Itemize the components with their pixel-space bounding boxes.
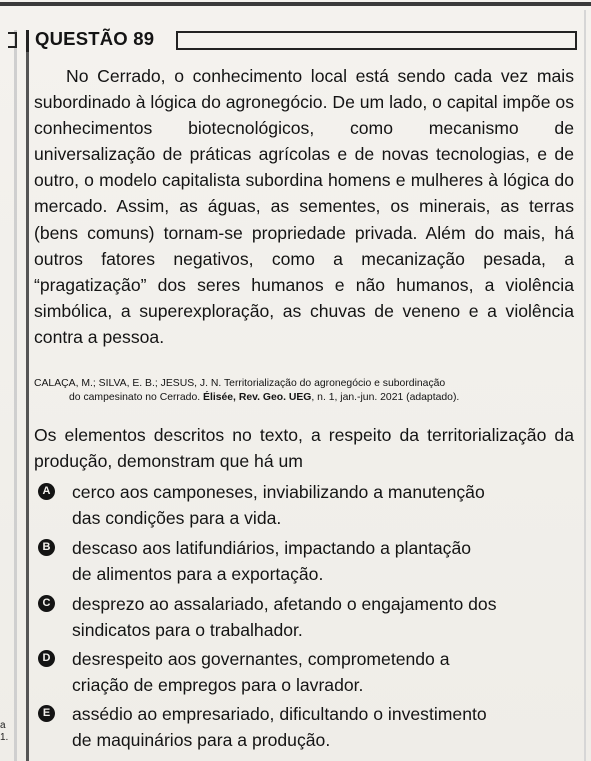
option-a-line2: das condições para a vida. [72,508,282,528]
option-b-text [72,535,574,587]
header-tick [26,30,29,52]
option-c-letter-icon: C [38,595,55,612]
option-c-line1: desprezo ao assalariado, afetando o engajamento dos [72,594,497,614]
citation-line2 [34,391,574,405]
option-d-line1: desrespeito aos governantes, comprometendo a [72,649,450,669]
option-a-text [72,479,574,531]
option-e-line2: de maquinários para a produção. [72,730,331,750]
option-d-line2: criação de empregos para o lavrador. [72,675,364,695]
left-margin-rule [14,30,17,761]
header-box [176,31,577,50]
passage-text: No Cerrado, o conhecimento local está sendo cada vez mais subordinado à lógica do agronegócio. De um lado, o capital impõe os conhecimentos biotecnológicos, como mecanismo de universalização de práticas agrícolas e de novas tecnologias, e de outro, o modelo capitalista subordina homens e mulheres à lógica do mercado. Assim, as águas, as sementes, os minerais, as terras (bens comuns) tornam-se propriedade privada. Além do mais, há outros fatores negativos, como a mecanização pesada, a “pragatização” dos seres humanos e não humanos, a violência simbólica, a superexploração, as chuvas de veneno e a violência contra a pessoa. [34,66,574,347]
option-a-line1: cerco aos camponeses, inviabilizando a manutenção [72,482,485,502]
question-header [8,28,578,54]
option-d-letter-icon: D [38,650,55,667]
header-bracket-icon [8,32,17,48]
margin-note-line1: a [0,720,6,731]
passage [34,63,574,350]
option-e-letter-icon: E [38,705,55,722]
margin-note [0,720,8,744]
question-stem: Os elementos descritos no texto, a respeito da territorialização da produção, demonstram que há um [34,425,574,471]
option-b-letter-icon: B [38,539,55,556]
question-title: QUESTÃO 89 [35,28,155,49]
column-rule [26,30,29,761]
citation-line1: CALAÇA, M.; SILVA, E. B.; JESUS, J. N. Territorialização do agronegócio e subordinação [34,378,446,389]
option-c-line2: sindicatos para o trabalhador. [72,620,303,640]
citation-journal: Élisée, Rev. Geo. UEG [203,392,312,403]
citation [34,377,574,405]
option-e-text [72,701,574,753]
option-a-letter-icon: A [38,483,55,500]
citation-line2-end: , n. 1, jan.-jun. 2021 (adaptado). [311,392,460,403]
option-b-line2: de alimentos para a exportação. [72,564,324,584]
citation-line2-start: do campesinato no Cerrado. [69,392,204,403]
top-rule [0,2,591,6]
option-d-text [72,646,574,698]
option-c-text [72,591,574,643]
option-e-line1: assédio ao empresariado, dificultando o investimento [72,704,487,724]
margin-note-line2: 1. [0,732,9,743]
right-margin-rule [584,10,586,761]
option-b-line1: descaso aos latifundiários, impactando a plantação [72,538,472,558]
